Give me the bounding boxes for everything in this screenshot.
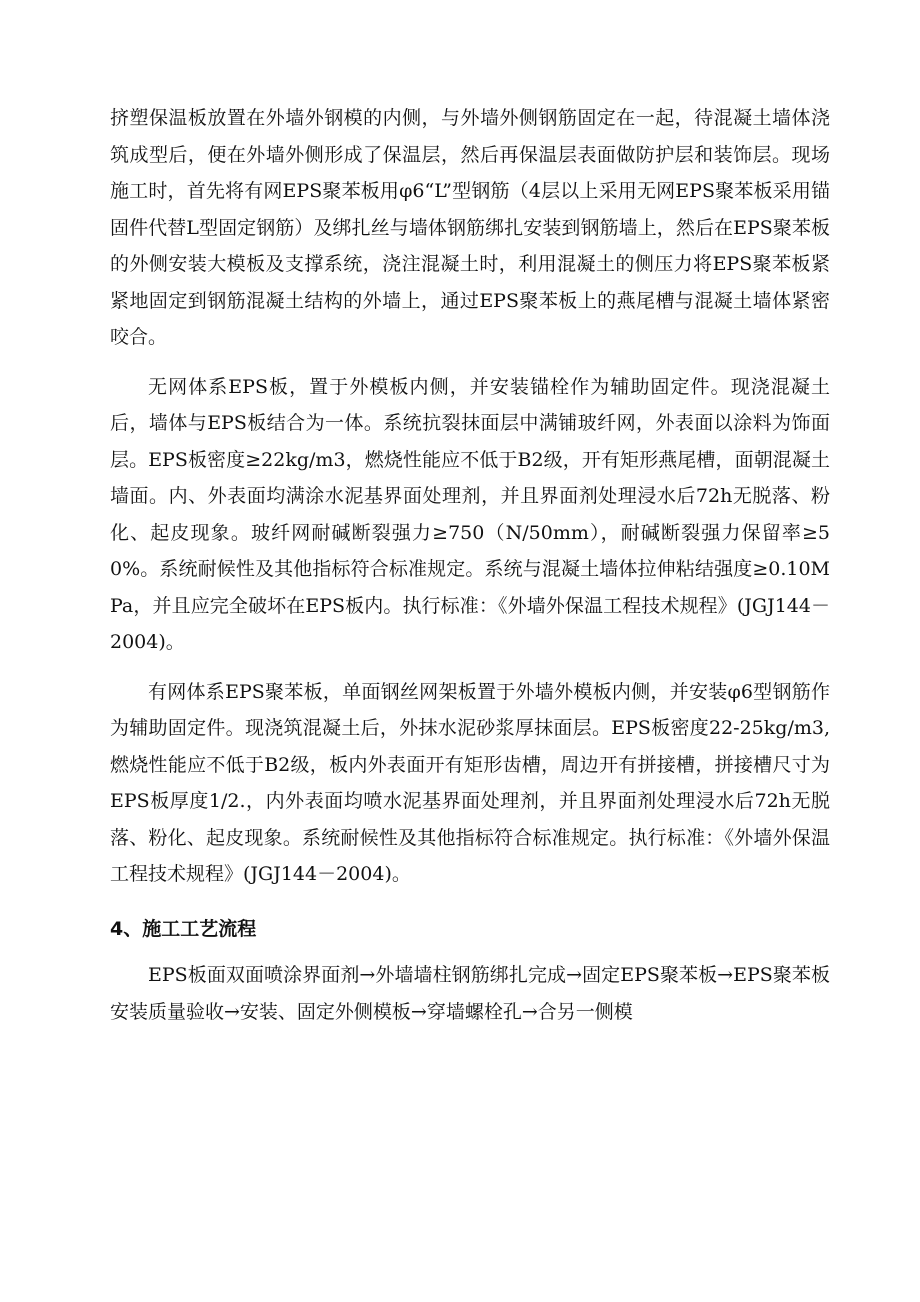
section-heading: 4、施工工艺流程 bbox=[110, 917, 257, 940]
paragraph-meshless-system: 无网体系EPS板，置于外模板内侧，并安装锚栓作为辅助固定件。现浇混凝土后，墙体与EPS板结合为一体。系统抗裂抹面层中满铺玻纤网，外表面以涂料为饰面层。EPS板密度≥22kg/m3，燃烧性能应不低于B2级，开有矩形燕尾槽，面朝混凝土墙面。内、外表面均满涂水泥基界面处理剂，并且界面剂处理浸水后72h无脱落、粉化、起皮现象。玻纤网耐碱断裂强力≥750（N/50mm），耐碱断裂强力保留率≥50%。系统耐候性及其他指标符合标准规定。系统与混凝土墙体拉伸粘结强度≥0.10MPa，并且应完全破坏在EPS板内。执行标准：《外墙外保温工程技术规程》(JGJ144－2004)。 bbox=[110, 375, 830, 653]
paragraph-process-flow: EPS板面双面喷涂界面剂→外墙墙柱钢筋绑扎完成→固定EPS聚苯板→EPS聚苯板安装质量验收→安装、固定外侧模板→穿墙螺栓孔→合另一侧模 bbox=[110, 964, 830, 1023]
document-page bbox=[110, 100, 830, 1043]
paragraph-insulation-installation: 挤塑保温板放置在外墙外钢模的内侧，与外墙外侧钢筋固定在一起，待混凝土墙体浇筑成型后，便在外墙外侧形成了保温层，然后再保温层表面做防护层和装饰层。现场施工时，首先将有网EPS聚苯板用φ6“L”型钢筋（4层以上采用无网EPS聚苯板采用锚固件代替L型固定钢筋）及绑扎丝与墙体钢筋绑扎安装到钢筋墙上，然后在EPS聚苯板的外侧安装大模板及支撑系统，浇注混凝土时，利用混凝土的侧压力将EPS聚苯板紧紧地固定到钢筋混凝土结构的外墙上，通过EPS聚苯板上的燕尾槽与混凝土墙体紧密咬合。 bbox=[110, 107, 830, 348]
paragraph-mesh-system: 有网体系EPS聚苯板，单面钢丝网架板置于外墙外模板内侧，并安装φ6型钢筋作为辅助固定件。现浇筑混凝土后，外抹水泥砂浆厚抹面层。EPS板密度22-25kg/m3, 燃烧性能应不低于B2级，板内外表面开有矩形齿槽，周边开有拼接槽，拼接槽尺寸为EPS板厚度1/2.，内外表面均喷水泥基界面处理剂，并且界面剂处理浸水后72h无脱落、粉化、起皮现象。系统耐候性及其他指标符合标准规定。执行标准：《外墙外保温工程技术规程》(JGJ144－2004)。 bbox=[110, 680, 830, 885]
